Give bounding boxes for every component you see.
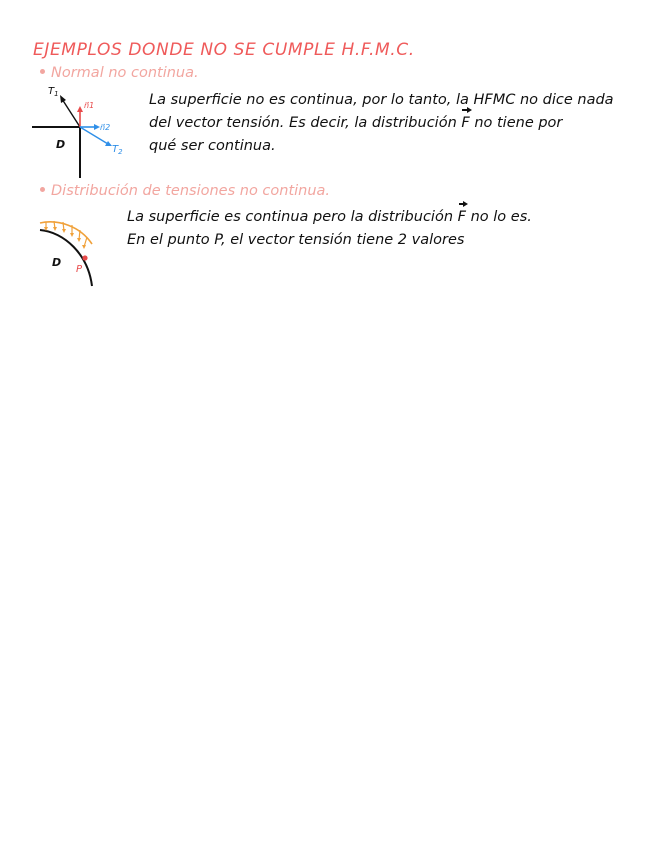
label-domain-D: D <box>56 138 66 151</box>
section1-line-1: La superficie no es continua, por lo tanto, la HFMC no dice nada <box>149 92 614 108</box>
label-P: P <box>76 264 83 275</box>
label-domain-D: D <box>52 256 62 269</box>
section2-line-1-text: La superficie es continua pero la distribución <box>127 209 454 225</box>
section1-text <box>149 89 614 158</box>
bullet-icon <box>40 187 45 192</box>
section2-line-2: En el punto P, el vector tensión tiene 2 valores <box>127 232 465 248</box>
section1-line-2-tail: no tiene por <box>474 115 563 131</box>
vector-n1-arrowhead-icon <box>77 106 83 112</box>
section1-line-3: qué ser continua. <box>149 138 276 154</box>
label-n2: n⃗2 <box>100 123 111 132</box>
point-P-marker <box>82 255 87 260</box>
curved-surface-diagram <box>36 210 106 290</box>
section-heading-label: Distribución de tensiones no continua. <box>51 183 331 199</box>
section-heading-label: Normal no continua. <box>51 65 199 81</box>
page-title: EJEMPLOS DONDE NO SE CUMPLE H.F.M.C. <box>33 40 415 60</box>
section2-text <box>127 206 532 252</box>
section1-line-2 <box>149 112 614 135</box>
vector-T1 <box>62 99 80 127</box>
section-heading-distribucion <box>40 183 330 199</box>
section2-line-1-tail: no lo es. <box>470 209 532 225</box>
label-T1: $T_1$ <box>48 86 59 98</box>
section2-line-1 <box>127 206 532 229</box>
section-heading-normal-no-continua <box>40 65 199 81</box>
corner-normal-diagram <box>28 80 138 185</box>
vector-F-symbol: F <box>461 112 469 135</box>
bullet-icon <box>40 69 45 74</box>
label-T2: $T_2$ <box>112 144 123 156</box>
section1-line-2-text: del vector tensión. Es decir, la distribución <box>149 115 457 131</box>
vector-F-symbol: F <box>458 206 466 229</box>
label-n1: n⃗1 <box>84 101 95 110</box>
